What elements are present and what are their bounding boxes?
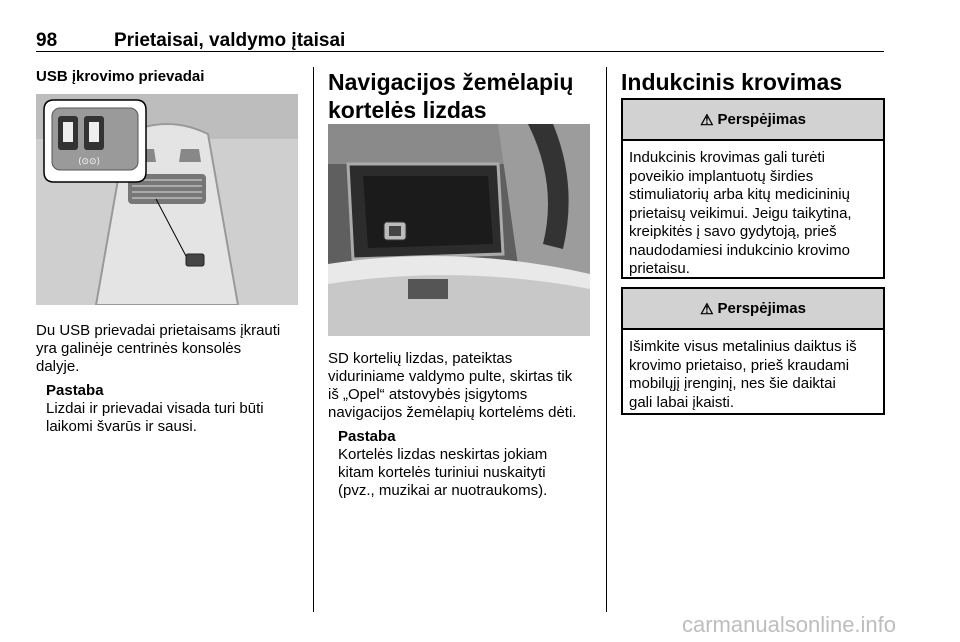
warning-line: poveikio implantuotų širdies [629,167,814,185]
column-divider [313,67,314,612]
warning-text [623,330,883,420]
warning-header [623,289,883,330]
page-number: 98 [36,30,58,51]
warning-line: stimuliatorių arba kitų medicininių [629,186,850,203]
note-label: Pastaba [46,382,104,399]
note-line: kitam kortelės turiniui nuskaityti [338,464,546,481]
warning-line: prietaisų veikimui. Jeigu taikytina, [629,204,852,222]
sd-heading [328,68,593,124]
warning-box-2 [621,287,885,415]
note-label: Pastaba [338,428,396,445]
sd-body-line: iš „Opel“ atstovybės įsigytoms [328,386,528,403]
inductive-section [621,68,885,96]
warning-header [623,100,883,141]
sd-text [328,350,593,500]
warning-label: Perspėjimas [717,300,806,317]
warning-line: naudodamiesi indukcinio krovimo [629,241,850,259]
inductive-heading: Indukcinis krovimas [621,69,843,95]
header-rule [36,51,884,52]
column-divider [606,67,607,612]
warning-label: Perspėjimas [717,111,806,128]
console-bin-illustration [328,124,590,336]
warning-line: Indukcinis krovimas gali turėti [629,149,825,166]
sd-note [328,428,593,500]
warning-line: krovimo prietaiso, prieš kraudami [629,356,850,374]
warning-line: kreipkitės į savo gydytoją, prieš [629,223,837,240]
note-line: Lizdai ir prievadai visada turi būti [46,400,264,417]
sd-section [328,68,593,124]
usb-body [36,322,301,376]
usb-note [36,382,301,436]
sd-body-line: SD kortelių lizdas, pateiktas [328,350,513,367]
usb-body-line: yra galinėje centrinės konsolės [36,340,242,357]
usb-heading: USB įkrovimo prievadai [36,68,205,85]
note-line: (pvz., muzikai ar nuotraukoms). [338,482,548,499]
warning-line: gali labai įkaisti. [629,393,735,411]
warning-icon: ⚠ [700,300,714,318]
sd-heading-line: Navigacijos žemėlapių [328,69,574,95]
page-header [36,30,346,52]
usb-text [36,322,301,436]
chapter-title: Prietaisai, valdymo įtaisai [114,30,346,51]
usb-body-line: Du USB prievadai prietaisams įkrauti [36,322,281,339]
warning-line: Išimkite visus metalinius daiktus iš [629,338,857,355]
usb-photo [36,94,298,305]
console-illustration [36,94,298,305]
warning-box-1 [621,98,885,279]
usb-body-line: dalyje. [36,358,80,375]
sd-body [328,350,593,422]
watermark: carmanualsonline.info [682,612,897,637]
warning-icon: ⚠ [700,111,714,129]
sd-body-line: viduriniame valdymo pulte, skirtas tik [328,368,573,385]
sd-body-line: navigacijos žemėlapių kortelėms dėti. [328,404,577,421]
sd-heading-line: kortelės lizdas [328,97,487,123]
sd-photo [328,124,590,336]
warning-text [623,141,883,287]
usb-section [36,68,301,85]
note-line: Kortelės lizdas neskirtas jokiam [338,446,548,463]
note-line: laikomi švarūs ir sausi. [46,418,197,435]
svg-text:⟨⊙⊙⟩: ⟨⊙⊙⟩ [78,157,101,167]
warning-line: mobilųjį įrenginį, nes šie daiktai [629,375,836,392]
warning-line: prietaisu. [629,260,690,277]
